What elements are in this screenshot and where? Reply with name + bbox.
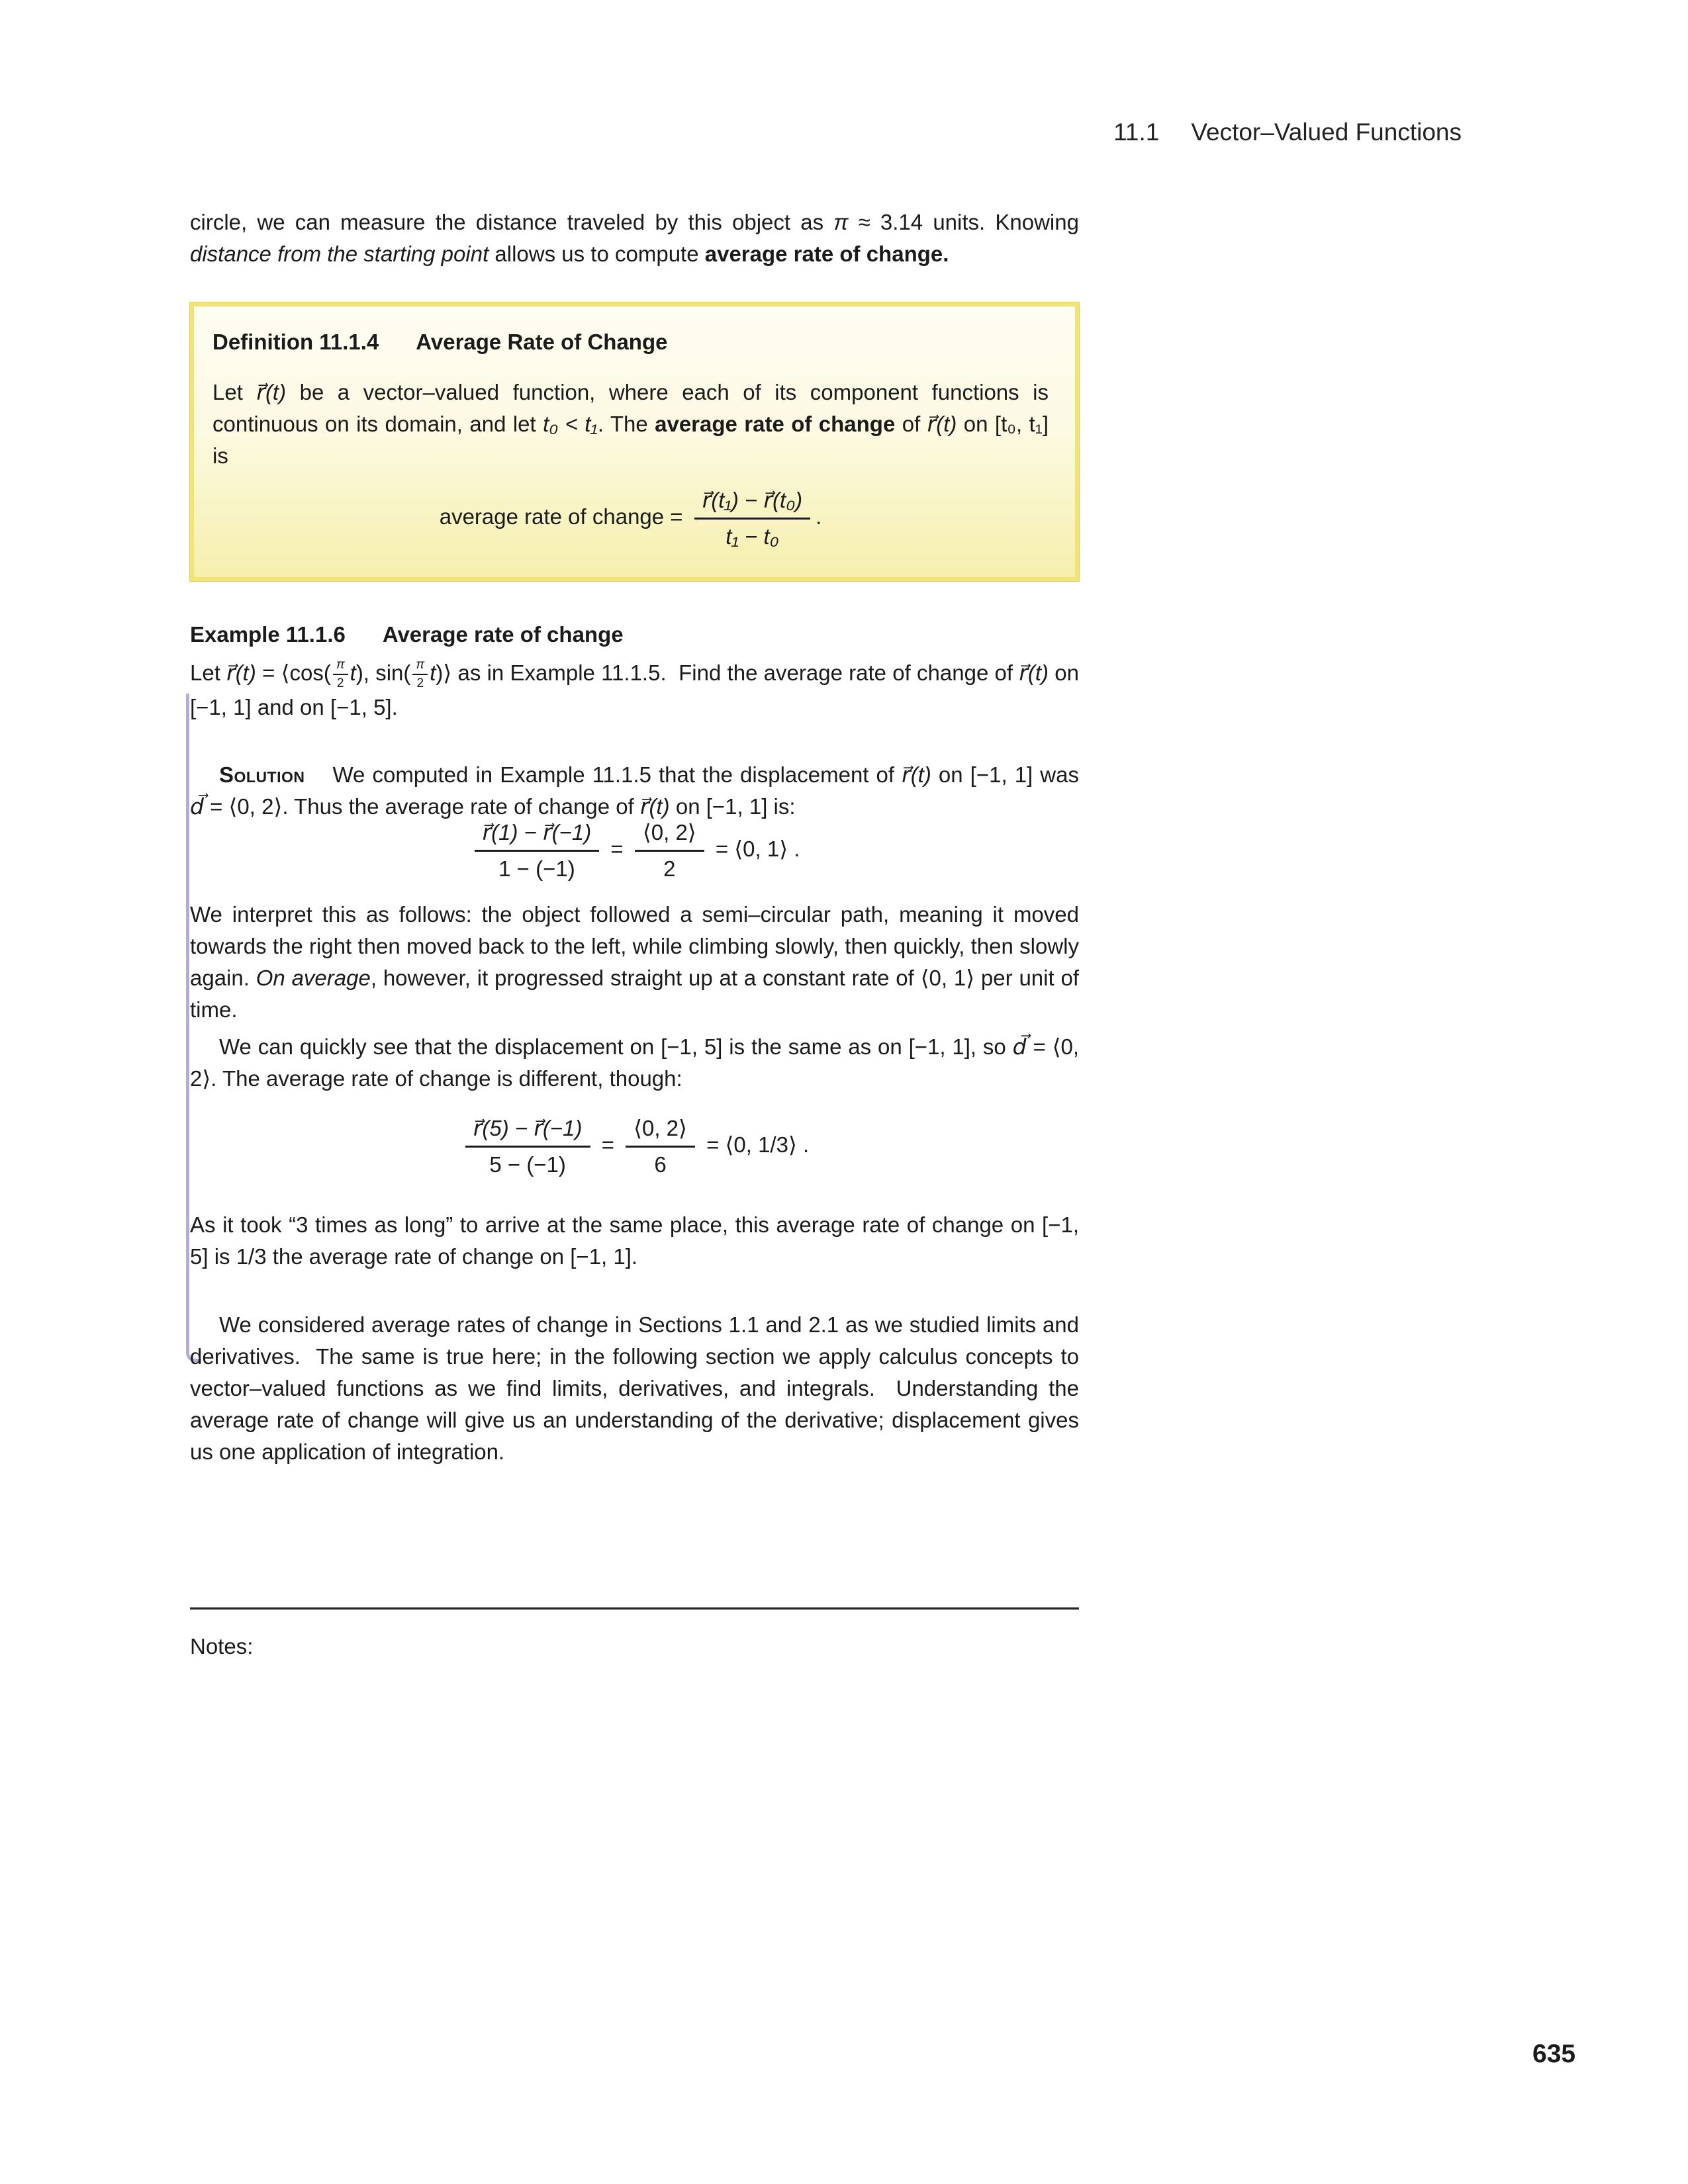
text-run: and on [251, 695, 330, 720]
text-run: 1 − (−1) [498, 856, 575, 882]
fraction [694, 486, 810, 551]
text-run: = ⟨0, 2⟩ [190, 1034, 1086, 1091]
text-run: ≈ 3.14 units. Knowing [848, 210, 1086, 234]
definition-label: Definition 11.1.4 [212, 330, 379, 354]
text-run: r⃗(t₁) − r⃗(t₀) [702, 488, 803, 512]
intro-paragraph [190, 206, 1086, 270]
text-run: On average [256, 966, 371, 991]
fraction-numerator [694, 486, 810, 520]
definition-equation [212, 486, 1049, 551]
fraction-denominator [481, 1148, 574, 1179]
definition-body [212, 377, 1055, 472]
fraction-denominator [655, 852, 683, 883]
fraction [626, 1115, 695, 1179]
text-run: . Thus the average rate of change of [282, 794, 640, 819]
example-heading [190, 619, 1079, 651]
interpretation-paragraph [190, 899, 1086, 1026]
text-run: on [1049, 660, 1086, 685]
text-run: [−1, 1] [190, 695, 252, 720]
notes-divider [190, 1607, 1079, 1610]
text-run: be a vector–valued function, where each of its component functions is continuous on its domain, and let [212, 380, 1055, 436]
text-run: 2 [336, 676, 344, 691]
fraction-denominator [413, 675, 427, 690]
example-label: Example 11.1.6 [190, 622, 346, 647]
text-run: Solution [219, 762, 305, 788]
text-run: = [604, 837, 630, 862]
example-title: Average rate of change [382, 622, 624, 647]
fraction-numerator [465, 1115, 590, 1148]
text-run: d⃗ [1012, 1034, 1027, 1060]
equation-average-rate-interval-1 [190, 819, 1079, 883]
text-run: ⟨0, 1⟩ [920, 966, 975, 991]
text-run: = [595, 1132, 621, 1158]
solution-paragraph [190, 759, 1086, 823]
text-run: is the same as on [722, 1034, 909, 1060]
text-run: [t₀, t₁] [994, 412, 1049, 436]
equation-average-rate-interval-2 [190, 1115, 1079, 1179]
text-run: π [416, 658, 425, 672]
fraction-denominator [491, 852, 583, 883]
text-run: r⃗(t) [226, 660, 256, 685]
section-title: Vector–Valued Functions [1191, 118, 1462, 146]
text-run: = ⟨0, 2⟩ [203, 794, 283, 819]
text-run: t [350, 660, 356, 685]
fraction [465, 1115, 590, 1179]
text-run: is: [767, 794, 796, 819]
notes-label: Notes: [190, 1634, 254, 1659]
text-run: d⃗ [190, 794, 204, 819]
definition-title: Average Rate of Change [416, 330, 668, 354]
text-run: average rate of change. [704, 242, 949, 266]
text-run: [−1, 5] [330, 695, 392, 720]
text-run: [−1, 1] [970, 762, 1033, 788]
text-run: We interpret this as follows: the object followed a semi–circular path, meaning it moved towards the right then moved back to the left, while climbing slowly, then quickly, then slowly again. [190, 902, 1086, 991]
text-run: allows us to compute [489, 242, 705, 266]
fraction-denominator [718, 520, 786, 551]
text-run: as in Example 11.1.5. Find the average rate of change of [451, 660, 1019, 685]
text-run: was [1033, 762, 1086, 788]
text-run: , however, it progressed straight up at a constant rate of [370, 966, 921, 991]
text-run: 2 [663, 856, 676, 882]
text-run: . [631, 1244, 638, 1269]
definition-box [190, 302, 1079, 581]
text-run: average rate of change [655, 412, 896, 436]
text-run: per unit of time. [190, 966, 1086, 1023]
text-run: [−1, 1] [570, 1244, 632, 1269]
text-run: 2 [416, 676, 424, 691]
fraction-denominator [334, 675, 348, 690]
fraction-numerator [635, 819, 704, 852]
text-run: = ⟨0, 1/3⟩ . [700, 1132, 810, 1158]
text-run: . [816, 504, 822, 529]
text-run: ), sin( [355, 660, 411, 685]
page-number: 635 [1532, 2040, 1576, 2068]
text-run: ⟨0, 2⟩ [633, 1116, 687, 1141]
text-run: [−1, 5] [661, 1034, 723, 1060]
text-run: on [669, 794, 706, 819]
text-run: circle, we can measure the distance traveled by this object as [190, 210, 834, 234]
text-column [190, 0, 1086, 1662]
fraction [635, 819, 704, 883]
text-run: We can quickly see that the displacement on [219, 1034, 661, 1060]
text-run: [−1, 1] [706, 794, 768, 819]
text-run: , so [970, 1034, 1013, 1060]
text-run: t₀ < t₁ [543, 412, 598, 436]
text-run: . The [597, 412, 655, 436]
text-run: average rate of change = [439, 504, 689, 529]
text-run: r⃗(t) [927, 412, 957, 436]
closing-paragraph [190, 1309, 1086, 1468]
text-run: is 1/3 the average rate of change on [208, 1244, 571, 1269]
text-run: Let [190, 660, 227, 685]
text-run: [−1, 1] [908, 1034, 970, 1060]
text-run: on [931, 762, 970, 788]
text-run: [−1, 5] [190, 1212, 1086, 1269]
text-run: We computed in Example 11.1.5 that the displacement of [332, 762, 902, 788]
example-statement [190, 656, 1086, 725]
text-run: distance from the starting point [190, 242, 489, 266]
fraction [475, 819, 600, 883]
text-run: r⃗(t) [902, 762, 931, 788]
text-run: is [212, 412, 1055, 468]
text-run: r⃗(t) [256, 380, 287, 404]
text-run: = ⟨cos( [256, 660, 331, 685]
displacement-paragraph [190, 1031, 1086, 1095]
text-run: We considered average rates of change in Sections 1.1 and 2.1 as we studied limits and derivatives. The same is true here; in the following section we apply calculus concepts to vector–valued functions as we find limits, derivatives, and integrals. Understanding the average rate of change will give us an understanding of the derivative; displacement gives us one application of integration. [190, 1312, 1086, 1465]
text-run: π [833, 210, 849, 234]
text-run: r⃗(1) − r⃗(−1) [482, 820, 592, 845]
text-run: r⃗(t) [639, 794, 670, 819]
text-run: ⟨0, 2⟩ [642, 820, 696, 845]
text-run: . [391, 695, 398, 720]
text-run: = ⟨0, 1⟩ . [709, 837, 800, 862]
text-run: π [336, 658, 345, 672]
text-run: t [430, 660, 436, 685]
text-run: Let [212, 380, 257, 404]
text-run: r⃗(t) [1019, 660, 1049, 685]
text-run: t₁ − t₀ [726, 524, 779, 549]
fraction-numerator [412, 659, 428, 675]
fraction-numerator [333, 659, 348, 675]
fraction [412, 659, 428, 690]
text-run: As it took “3 times as long” to arrive at the same place, this average rate of change on [190, 1212, 1043, 1238]
text-run: . The average rate of change is different, though: [211, 1066, 682, 1091]
fraction [333, 659, 348, 690]
text-run: r⃗(5) − r⃗(−1) [473, 1116, 583, 1141]
section-number: 11.1 [1113, 118, 1160, 146]
rate-comparison-paragraph [190, 1209, 1086, 1273]
definition-heading [212, 326, 1049, 358]
fraction-denominator [646, 1148, 674, 1179]
text-run: of [895, 412, 927, 436]
text-run: on [957, 412, 995, 436]
text-run: )⟩ [436, 660, 452, 685]
fraction-numerator [626, 1115, 695, 1148]
text-run: 6 [654, 1152, 667, 1177]
text-run: 5 − (−1) [489, 1152, 566, 1177]
fraction-numerator [475, 819, 600, 852]
